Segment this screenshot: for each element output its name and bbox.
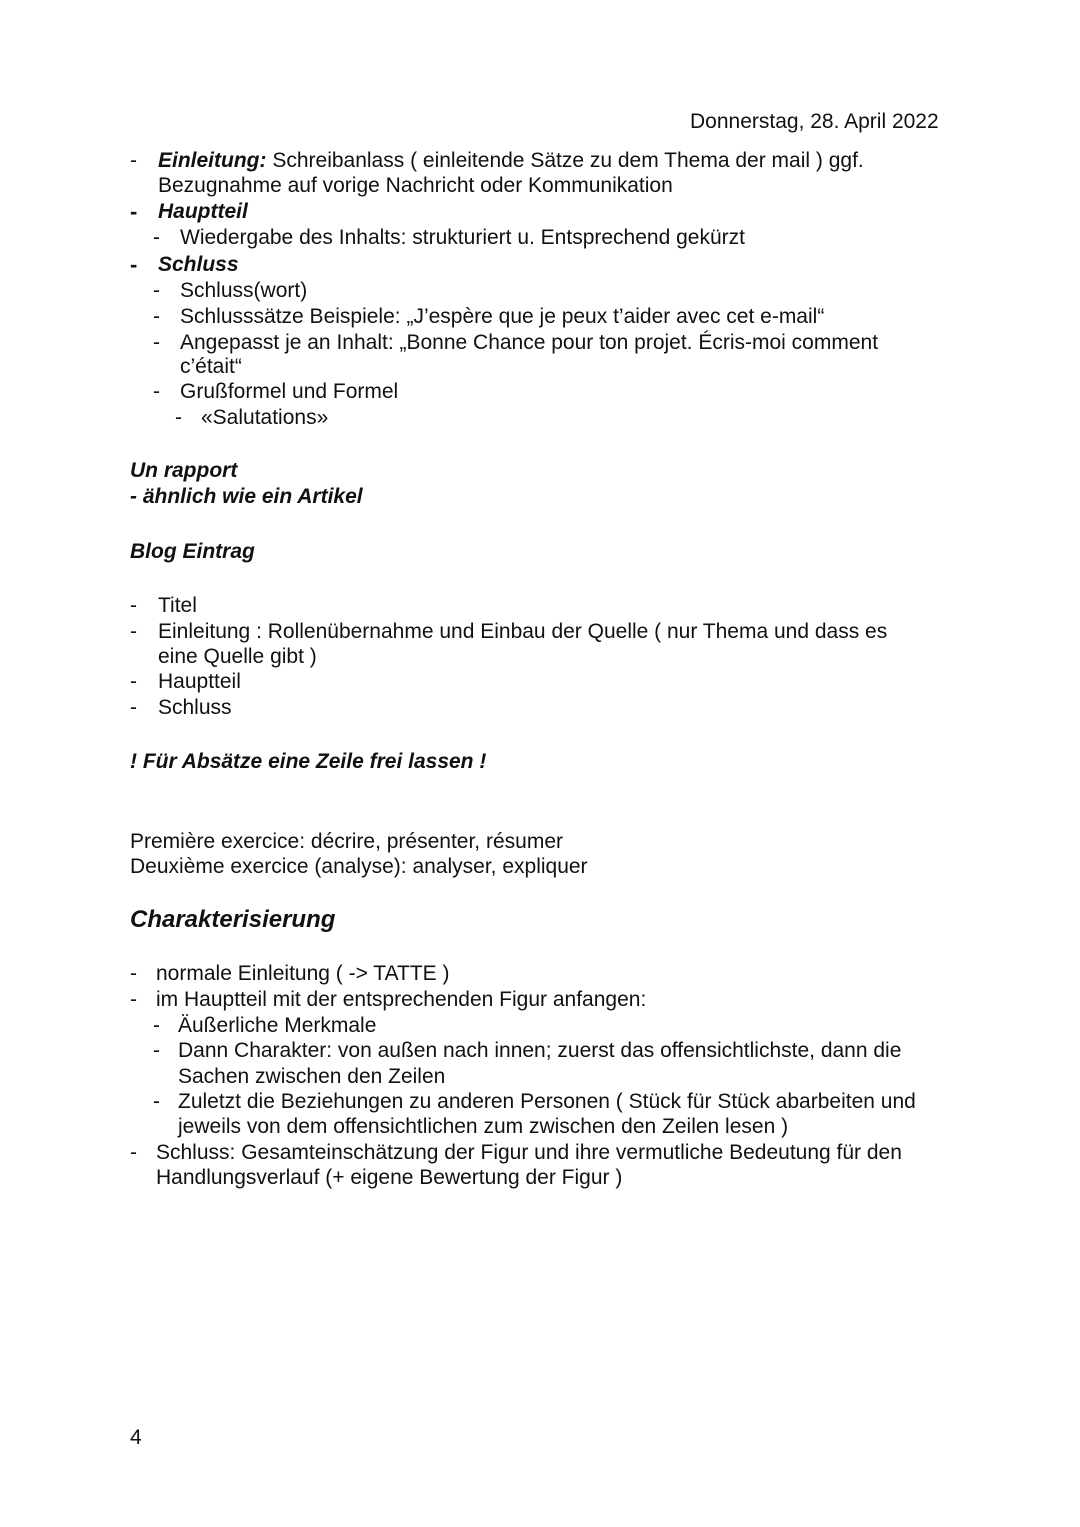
- dash-icon: -: [175, 406, 182, 429]
- charakter-title: Charakterisierung: [130, 906, 336, 933]
- email-end-subitem: «Salutations»: [201, 406, 329, 429]
- dash-icon: -: [130, 696, 137, 719]
- dash-icon: -: [153, 1039, 160, 1062]
- dash-icon: -: [153, 331, 160, 354]
- blog-item: Einleitung : Rollenübernahme und Einbau der Quelle ( nur Thema und dass es: [158, 620, 888, 643]
- dash-icon: -: [130, 962, 137, 985]
- dash-icon: -: [130, 149, 137, 172]
- dash-icon: -: [153, 380, 160, 403]
- exercise-line: Première exercice: décrire, présenter, résumer: [130, 830, 563, 853]
- dash-icon: -: [153, 279, 160, 302]
- email-end-item: Grußformel und Formel: [180, 380, 399, 403]
- email-main-item: Wiedergabe des Inhalts: strukturiert u. Entsprechend gekürzt: [180, 226, 745, 249]
- dash-icon: -: [130, 988, 137, 1011]
- dash-icon: -: [153, 226, 160, 249]
- email-main-label: Hauptteil: [158, 200, 248, 223]
- charakter-subline-cont: jeweils von dem offensichtlichen zum zwischen den Zeilen lesen ): [178, 1115, 789, 1138]
- charakter-subline-cont: Sachen zwischen den Zeilen: [178, 1065, 446, 1088]
- blog-item: Schluss: [158, 696, 232, 719]
- charakter-subline: Äußerliche Merkmale: [178, 1014, 377, 1037]
- email-intro-line: [158, 148, 864, 173]
- blog-title: Blog Eintrag: [130, 540, 255, 563]
- email-end-label: Schluss: [158, 253, 239, 276]
- charakter-line-cont: Handlungsverlauf (+ eigene Bewertung der Figur ): [156, 1166, 623, 1189]
- charakter-line: normale Einleitung ( -> TATTE ): [156, 962, 450, 985]
- exercise-line: Deuxième exercice (analyse): analyser, expliquer: [130, 855, 588, 878]
- email-intro-text: Schreibanlass ( einleitende Sätze zu dem Thema der mail ) ggf.: [266, 149, 864, 172]
- rapport-note: - ähnlich wie ein Artikel: [130, 485, 363, 508]
- page-number: 4: [130, 1426, 142, 1449]
- dash-icon: -: [130, 594, 137, 617]
- dash-icon: -: [130, 252, 138, 277]
- email-intro-text-cont: Bezugnahme auf vorige Nachricht oder Kommunikation: [158, 174, 673, 197]
- email-end-item: Angepasst je an Inhalt: „Bonne Chance pour ton projet. Écris-moi comment: [180, 331, 879, 354]
- blog-item: Titel: [158, 594, 197, 617]
- dash-icon: -: [153, 1014, 160, 1037]
- date-header: Donnerstag, 28. April 2022: [690, 110, 939, 133]
- dash-icon: -: [130, 1141, 137, 1164]
- charakter-subline: Dann Charakter: von außen nach innen; zuerst das offensichtlichste, dann die: [178, 1039, 902, 1062]
- email-end-item-cont: c’était“: [180, 355, 242, 378]
- paragraph-tip: ! Für Absätze eine Zeile frei lassen !: [130, 750, 487, 773]
- email-end-item: Schlusssätze Beispiele: „J’espère que je peux t’aider avec cet e-mail“: [180, 305, 825, 328]
- charakter-subline: Zuletzt die Beziehungen zu anderen Personen ( Stück für Stück abarbeiten und: [178, 1090, 916, 1113]
- blog-item-cont: eine Quelle gibt ): [158, 645, 317, 668]
- rapport-title: Un rapport: [130, 459, 238, 482]
- charakter-line: Schluss: Gesamteinschätzung der Figur und ihre vermutliche Bedeutung für den: [156, 1141, 902, 1164]
- dash-icon: -: [153, 1090, 160, 1113]
- charakter-line: im Hauptteil mit der entsprechenden Figur anfangen:: [156, 988, 647, 1011]
- blog-item: Hauptteil: [158, 670, 241, 693]
- dash-icon: -: [130, 199, 138, 224]
- email-end-item: Schluss(wort): [180, 279, 308, 302]
- email-intro-label: Einleitung:: [158, 149, 267, 172]
- dash-icon: -: [153, 305, 160, 328]
- dash-icon: -: [130, 670, 137, 693]
- dash-icon: -: [130, 620, 137, 643]
